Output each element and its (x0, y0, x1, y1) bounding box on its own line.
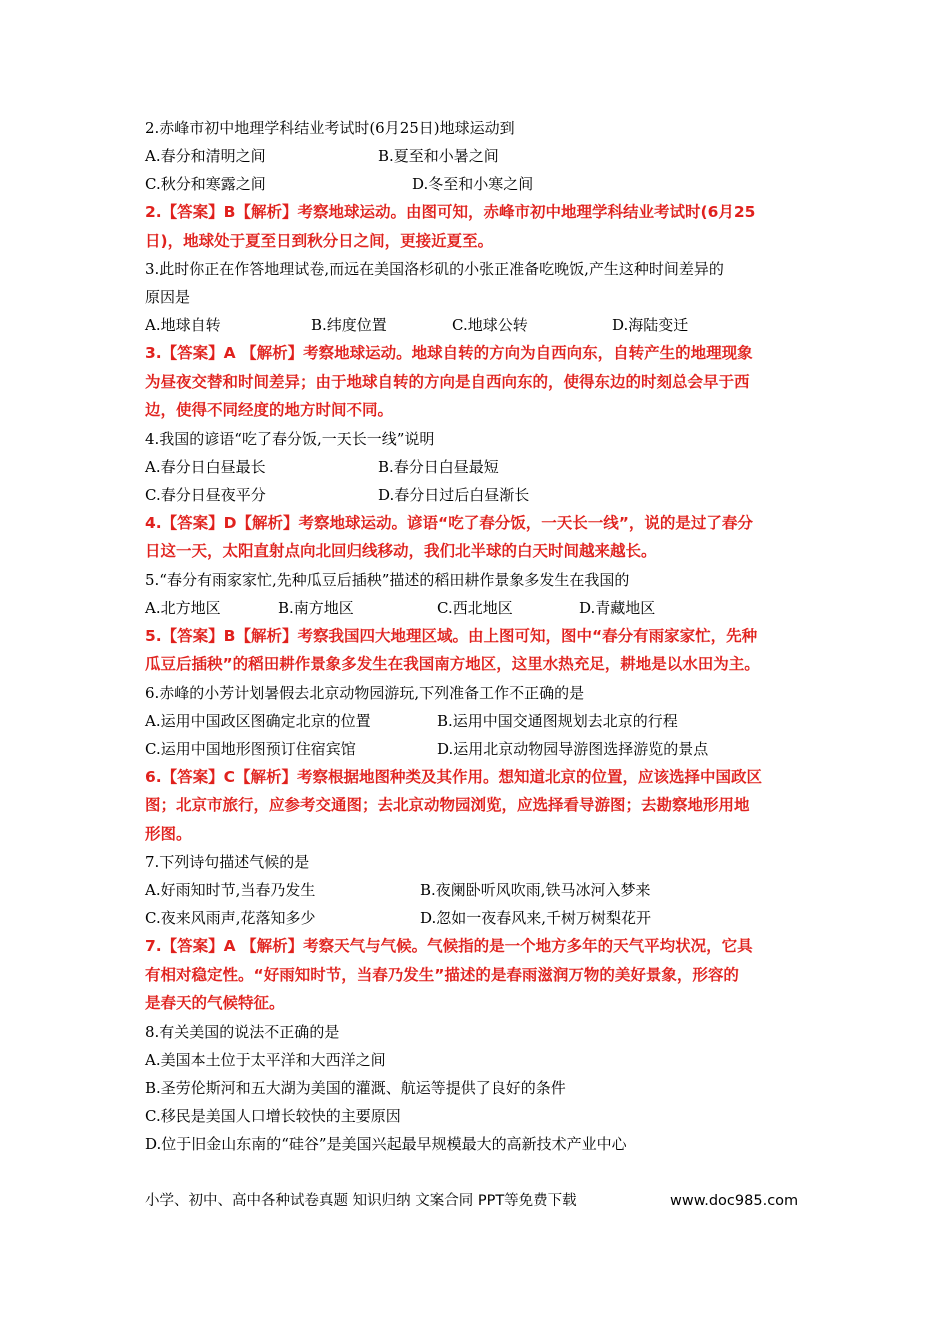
option-a: A.美国本土位于太平洋和大西洋之间 (145, 1050, 386, 1069)
option-c: C.春分日昼夜平分 (145, 485, 266, 504)
option-b: B.南方地区 (278, 598, 354, 617)
answer-6-line-2: 图；北京市旅行，应参考交通图；去北京动物园浏览，应选择看导游图；去勘察地形用地 (145, 796, 750, 814)
option-c: C.地球公转 (452, 316, 528, 334)
exam-content (145, 114, 820, 1158)
option-b: B.圣劳伦斯河和五大湖为美国的灌溉、航运等提供了良好的条件 (145, 1078, 566, 1097)
option-a: A.运用中国政区图确定北京的位置 (145, 711, 371, 730)
answer-5-line-1: 5.【答案】B【解析】考察我国四大地理区域。由上图可知，图中“春分有雨家家忙，先种 (145, 626, 758, 645)
question-2-options-row-2 (145, 170, 820, 198)
option-c: C.秋分和寒露之间 (145, 175, 266, 193)
option-b: B.夜阑卧听风吹雨,铁马冰河入梦来 (420, 881, 651, 899)
option-d: D.海陆变迁 (612, 316, 689, 334)
option-a: A.好雨知时节,当春乃发生 (145, 881, 316, 899)
answer-7-line-1: 7.【答案】A 【解析】考察天气与气候。气候指的是一个地方多年的天气平均状况，它具 (145, 937, 753, 955)
question-7-options-row-2 (145, 904, 820, 932)
option-b: B.纬度位置 (311, 316, 387, 334)
page-footer (145, 1189, 825, 1213)
question-6-stem: 6.赤峰的小芳计划暑假去北京动物园游玩,下列准备工作不正确的是 (145, 683, 585, 702)
answer-5-line-2: 瓜豆后插秧”的稻田耕作景象多发生在我国南方地区，这里水热充足，耕地是以水田为主。 (145, 655, 760, 673)
answer-7-line-2: 有相对稳定性。“好雨知时节，当春乃发生”描述的是春雨滋润万物的美好景象，形容的 (145, 965, 739, 984)
question-7-stem: 7.下列诗句描述气候的是 (145, 853, 310, 871)
question-8-stem: 8.有关美国的说法不正确的是 (145, 1022, 340, 1041)
option-c: C.西北地区 (437, 598, 513, 617)
option-a: A.地球自转 (145, 316, 221, 334)
option-c: C.运用中国地形图预订住宿宾馆 (145, 739, 356, 758)
answer-6-line-3: 形图。 (145, 824, 192, 843)
question-6-options-row-1 (145, 707, 820, 735)
question-3-stem-line-2: 原因是 (145, 288, 191, 306)
question-3-stem-line-1: 3.此时你正在作答地理试卷,而远在美国洛杉矶的小张正准备吃晚饭,产生这种时间差异的 (145, 260, 724, 278)
answer-2-line-2: 日)，地球处于夏至日到秋分日之间，更接近夏至。 (145, 231, 494, 250)
option-a: A.北方地区 (145, 598, 221, 617)
question-3-options (145, 311, 820, 339)
question-4-stem: 4.我国的谚语“吃了春分饭,一天长一线”说明 (145, 429, 435, 448)
answer-3-line-1: 3.【答案】A 【解析】考察地球运动。地球自转的方向为自西向东，自转产生的地理现象 (145, 344, 753, 362)
question-4-options-row-1 (145, 453, 820, 481)
question-7-options-row-1 (145, 876, 820, 904)
footer-text: 小学、初中、高中各种试卷真题 知识归纳 文案合同 PPT等免费下载 (145, 1193, 577, 1209)
option-b: B.夏至和小暑之间 (378, 147, 499, 165)
question-2-stem: 2.赤峰市初中地理学科结业考试时(6月25日)地球运动到 (145, 119, 515, 137)
answer-6-line-1: 6.【答案】C【解析】考察根据地图种类及其作用。想知道北京的位置，应该选择中国政区 (145, 767, 763, 786)
option-d: D.青藏地区 (579, 598, 656, 617)
question-5-options (145, 594, 820, 622)
option-b: B.春分日白昼最短 (378, 457, 499, 476)
answer-4-line-2: 日这一天，太阳直射点向北回归线移动，我们北半球的白天时间越来越长。 (145, 542, 657, 560)
option-c: C.夜来风雨声,花落知多少 (145, 909, 316, 927)
question-4-options-row-2 (145, 481, 820, 509)
option-d: D.运用北京动物园导游图选择游览的景点 (437, 739, 709, 758)
answer-4-line-1: 4.【答案】D【解析】考察地球运动。谚语“吃了春分饭，一天长一线”，说的是过了春分 (145, 513, 753, 532)
answer-7-line-3: 是春天的气候特征。 (145, 994, 285, 1012)
answer-3-line-2: 为昼夜交替和时间差异；由于地球自转的方向是自西向东的，使得东边的时刻总会早于西 (145, 372, 750, 391)
question-2-options-row-1 (145, 142, 820, 170)
answer-3-line-3: 边，使得不同经度的地方时间不同。 (145, 401, 394, 419)
option-a: A.春分日白昼最长 (145, 457, 266, 476)
option-a: A.春分和清明之间 (145, 147, 266, 165)
question-5-stem: 5.“春分有雨家家忙,先种瓜豆后插秧”描述的稻田耕作景象多发生在我国的 (145, 570, 630, 589)
option-b: B.运用中国交通图规划去北京的行程 (437, 711, 678, 730)
option-d: D.位于旧金山东南的“硅谷”是美国兴起最早规模最大的高新技术产业中心 (145, 1134, 627, 1153)
option-d: D.春分日过后白昼渐长 (378, 485, 530, 504)
footer-website-link[interactable]: www.doc985.com (670, 1193, 799, 1209)
question-6-options-row-2 (145, 735, 820, 763)
option-d: D.忽如一夜春风来,千树万树梨花开 (420, 909, 652, 927)
option-c: C.移民是美国人口增长较快的主要原因 (145, 1106, 401, 1125)
option-d: D.冬至和小寒之间 (412, 175, 534, 193)
answer-2-line-1: 2.【答案】B【解析】考察地球运动。由图可知，赤峰市初中地理学科结业考试时(6月25 (145, 203, 756, 221)
